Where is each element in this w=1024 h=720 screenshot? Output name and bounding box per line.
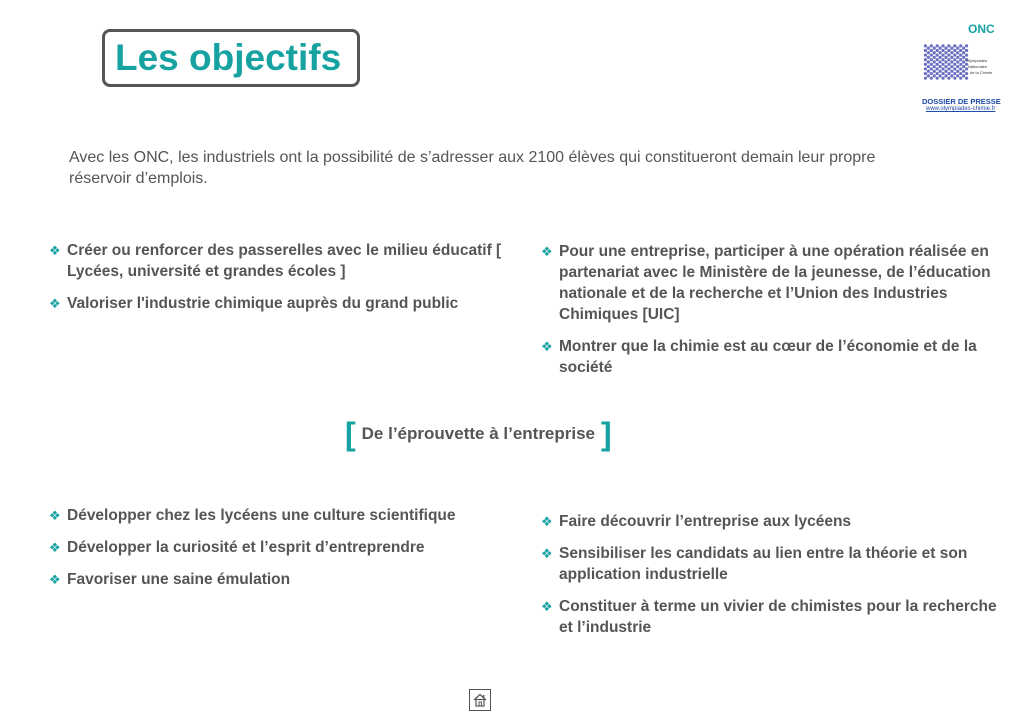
logo-dot: [939, 47, 942, 50]
logo-dot: [950, 74, 953, 77]
list-item-text: Faire découvrir l’entreprise aux lycéens: [559, 513, 852, 530]
logo-dot: [947, 67, 950, 70]
list-item: [49, 537, 529, 558]
logo-dot: [959, 44, 962, 47]
list-item: [541, 543, 1011, 585]
logo-dot: [947, 72, 950, 75]
logo-dot: [959, 77, 962, 80]
logo-dot: [936, 72, 939, 75]
logo-dot: [944, 74, 947, 77]
logo-dot: [959, 72, 962, 75]
logo-dot: [944, 56, 947, 59]
logo-dot: [956, 70, 959, 73]
logo-dot: [939, 65, 942, 68]
open-bracket: [: [345, 416, 356, 452]
logo-dot: [956, 65, 959, 68]
logo-dot: [941, 77, 944, 80]
logo-dot: [924, 67, 927, 70]
bottom-right-objectives: [541, 511, 1011, 649]
close-bracket: ]: [601, 416, 612, 452]
intro-paragraph: Avec les ONC, les industriels ont la possibilité de s’adresser aux 2100 élèves qui constitueront demain leur propre réservoir d’emplois.: [69, 149, 876, 187]
list-item-text: Créer ou renforcer des passerelles avec le milieu éducatif [ Lycées, université et grandes écoles ]: [67, 242, 502, 280]
logo-dot: [941, 72, 944, 75]
logo-dot: [936, 44, 939, 47]
logo-dot: [953, 72, 956, 75]
logo-dot: [953, 49, 956, 52]
logo-dot: [939, 74, 942, 77]
logo-dot: [956, 74, 959, 77]
logo-dot: [953, 58, 956, 61]
logo-dot: [927, 70, 930, 73]
logo-dot: [962, 56, 965, 59]
logo-dot: [962, 60, 965, 63]
logo-dot: [936, 58, 939, 61]
logo-dot: [962, 65, 965, 68]
logo-dot: [959, 58, 962, 61]
logo-dot: [936, 77, 939, 80]
logo-dot: [927, 74, 930, 77]
logo-dot: [933, 56, 936, 59]
logo-line-2: Nationales: [968, 64, 987, 69]
logo-dot: [936, 67, 939, 70]
logo-dot: [944, 70, 947, 73]
logo-dot: [941, 49, 944, 52]
onc-logo: [918, 20, 1010, 116]
list-item: [541, 596, 1011, 638]
logo-dot: [927, 51, 930, 54]
logo-dot: [947, 49, 950, 52]
logo-dot: [924, 63, 927, 66]
title-box: [102, 29, 360, 87]
logo-dot: [924, 44, 927, 47]
logo-dot: [930, 67, 933, 70]
home-button[interactable]: [469, 689, 491, 711]
logo-line-1: Olympiades: [966, 58, 988, 63]
logo-dot: [924, 49, 927, 52]
diamond-bullet-icon: ❖: [49, 508, 61, 523]
logo-dot: [947, 77, 950, 80]
logo-dot: [930, 58, 933, 61]
logo-dot: [939, 56, 942, 59]
logo-dot: [924, 72, 927, 75]
logo-dot: [950, 56, 953, 59]
section-subtitle: [345, 418, 675, 450]
logo-dot: [956, 51, 959, 54]
logo-dot: [965, 49, 968, 52]
logo-dot: [953, 77, 956, 80]
logo-dot: [953, 53, 956, 56]
top-right-objectives: [541, 241, 1011, 389]
list-item-text: Constituer à terme un vivier de chimistes pour la recherche et l’industrie: [559, 598, 997, 636]
subtitle-text: De l’éprouvette à l’entreprise: [361, 424, 596, 443]
logo-dot: [924, 53, 927, 56]
logo-dot: [930, 77, 933, 80]
logo-dot: [965, 72, 968, 75]
logo-dot: [950, 70, 953, 73]
logo-dot: [944, 65, 947, 68]
logo-dot: [947, 44, 950, 47]
page-title: Les objectifs: [115, 37, 342, 78]
list-item-text: Pour une entreprise, participer à une opération réalisée en partenariat avec le Ministère de la jeunesse, de l’éducation nationale et de la recherche et l’Union des Industries Chimiques [UIC]: [559, 243, 991, 323]
list-item-text: Développer chez les lycéens une culture scientifique: [67, 507, 456, 524]
logo-dot: [950, 51, 953, 54]
logo-dot: [953, 63, 956, 66]
logo-dot: [944, 47, 947, 50]
diamond-bullet-icon: ❖: [49, 540, 61, 555]
logo-dot: [965, 44, 968, 47]
list-item: [49, 505, 529, 526]
logo-dot: [959, 53, 962, 56]
list-item: [541, 336, 1011, 378]
list-item-text: Montrer que la chimie est au cœur de l’économie et de la société: [559, 338, 977, 376]
home-icon: [472, 692, 488, 708]
logo-dot: [941, 58, 944, 61]
list-item: [541, 241, 1011, 325]
logo-dot: [936, 49, 939, 52]
logo-dot: [936, 63, 939, 66]
logo-dot: [944, 60, 947, 63]
logo-dot: [924, 58, 927, 61]
logo-dot: [959, 49, 962, 52]
logo-dot: [939, 51, 942, 54]
logo-dot: [941, 44, 944, 47]
list-item-text: Valoriser l'industrie chimique auprès du grand public: [67, 295, 459, 312]
diamond-bullet-icon: ❖: [541, 546, 553, 561]
logo-dot: [930, 44, 933, 47]
logo-dot: [953, 44, 956, 47]
logo-dot: [962, 51, 965, 54]
diamond-bullet-icon: ❖: [541, 244, 553, 259]
list-item: [541, 511, 1011, 532]
list-item: [49, 293, 529, 314]
logo-dossier-text: DOSSIER DE PRESSE: [922, 97, 1001, 106]
logo-dot: [933, 70, 936, 73]
logo-dot: [933, 47, 936, 50]
logo-dot: [930, 49, 933, 52]
diamond-bullet-icon: ❖: [541, 599, 553, 614]
diamond-bullet-icon: ❖: [541, 339, 553, 354]
logo-dot: [944, 51, 947, 54]
logo-dot: [965, 77, 968, 80]
list-item: [49, 569, 529, 590]
logo-dot: [947, 63, 950, 66]
logo-dot: [933, 51, 936, 54]
logo-dot: [933, 60, 936, 63]
logo-dot: [941, 67, 944, 70]
top-left-objectives: [49, 240, 529, 325]
logo-dot: [950, 65, 953, 68]
diamond-bullet-icon: ❖: [49, 572, 61, 587]
logo-dot: [930, 72, 933, 75]
molecule-logo-icon: [918, 30, 998, 100]
logo-dot: [927, 60, 930, 63]
logo-dot: [933, 65, 936, 68]
logo-dot: [953, 67, 956, 70]
logo-dot: [962, 70, 965, 73]
logo-dot: [947, 53, 950, 56]
logo-dot: [941, 53, 944, 56]
logo-dot: [956, 47, 959, 50]
diamond-bullet-icon: ❖: [541, 514, 553, 529]
logo-dot: [956, 60, 959, 63]
list-item-text: Sensibiliser les candidats au lien entre la théorie et son application industrielle: [559, 545, 968, 583]
logo-dot: [962, 47, 965, 50]
logo-onc-text: ONC: [968, 22, 995, 36]
logo-dot: [950, 47, 953, 50]
logo-url-link[interactable]: www.olympiades-chimie.fr: [926, 106, 996, 112]
logo-dot: [941, 63, 944, 66]
logo-dot: [924, 77, 927, 80]
logo-dot: [956, 56, 959, 59]
logo-dot: [950, 60, 953, 63]
logo-dot: [927, 65, 930, 68]
list-item: [49, 240, 529, 282]
logo-dot: [959, 63, 962, 66]
list-item-text: Développer la curiosité et l’esprit d’entreprendre: [67, 539, 425, 556]
logo-dot: [965, 53, 968, 56]
logo-dot: [927, 56, 930, 59]
logo-dot: [930, 53, 933, 56]
bottom-left-objectives: [49, 505, 529, 601]
diamond-bullet-icon: ❖: [49, 243, 61, 258]
diamond-bullet-icon: ❖: [49, 296, 61, 311]
logo-line-3: de la Chimie: [970, 70, 993, 75]
logo-dot: [962, 74, 965, 77]
logo-dot: [936, 53, 939, 56]
logo-dot: [930, 63, 933, 66]
logo-dot: [933, 74, 936, 77]
logo-dot: [959, 67, 962, 70]
logo-dot: [927, 47, 930, 50]
list-item-text: Favoriser une saine émulation: [67, 571, 291, 588]
logo-dot: [947, 58, 950, 61]
logo-dot: [939, 60, 942, 63]
logo-dot: [939, 70, 942, 73]
